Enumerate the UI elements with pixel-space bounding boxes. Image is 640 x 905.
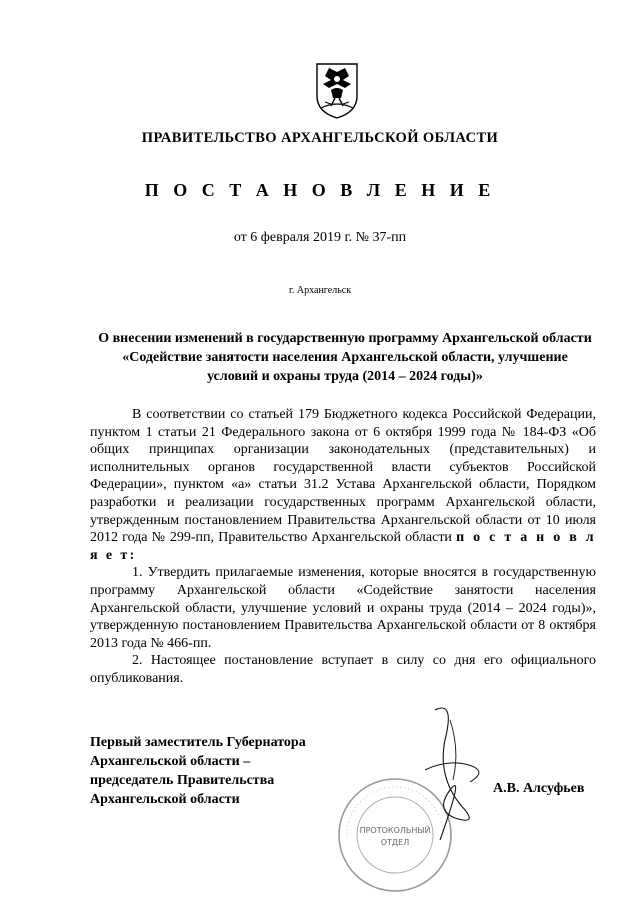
item-1-paragraph: 1. Утвердить прилагаемые изменения, которые вносятся в государственную программу Архангельской области «Содействие занятости населения Архангельской области, улучшение условий и охраны труда (2014 – 2024 годы)», утвержденную постановлением Правительства Архангельской области от 8 октября 2013 года № 466-пп. bbox=[90, 565, 596, 651]
signer-position-line: Архангельской области bbox=[90, 792, 240, 807]
stamp-center-text-1: ПРОТОКОЛЬНЫЙ bbox=[359, 826, 431, 835]
handwritten-signature bbox=[395, 700, 505, 850]
signer-position-line: Первый заместитель Губернатора bbox=[90, 735, 306, 750]
signer-position-line: председатель Правительства bbox=[90, 773, 275, 788]
document-subject: О внесении изменений в государственную программу Архангельской области «Содействие занятости населения Архангельской области, улучшение условий и охраны труда (2014 – 2024 годы)» bbox=[98, 331, 592, 384]
document-date-number: от 6 февраля 2019 г. № 37-пп bbox=[233, 230, 407, 245]
document-city: г. Архангельск bbox=[288, 285, 352, 296]
preamble-paragraph bbox=[90, 406, 596, 564]
coat-of-arms-emblem bbox=[315, 62, 359, 120]
preamble-text: В соответствии со статьей 179 Бюджетного кодекса Российской Федерации, пунктом 1 статьи 21 Федерального закона от 6 октября 1999 года № 184-ФЗ «Об общих принципах организации законодательных (представительных) и исполнительных органов государственной власти субъектов Российской Федерации», пунктом «а» статьи 31.2 Устава Архангельской области, Порядком разработки и реализации государственных программ Архангельской области, утвержденным постановлением Правительства Архангельской области от 10 июля 2012 года № 299-пп, Правительство Архангельской области bbox=[90, 407, 596, 546]
item-2-paragraph: 2. Настоящее постановление вступает в силу со дня его официального опубликования. bbox=[90, 653, 596, 686]
signer-name: А.В. Алсуфьев bbox=[493, 781, 585, 796]
signer-position bbox=[90, 733, 306, 809]
decree-word: п о с т а н о в л я е т: bbox=[90, 530, 596, 563]
document-type-heading: П О С Т А Н О В Л Е Н И Е bbox=[144, 180, 496, 200]
government-title: ПРАВИТЕЛЬСТВО АРХАНГЕЛЬСКОЙ ОБЛАСТИ bbox=[141, 130, 499, 146]
stamp-center-text-2: ОТДЕЛ bbox=[380, 838, 410, 847]
document-body bbox=[90, 406, 596, 688]
signer-position-line: Архангельской области – bbox=[90, 754, 251, 769]
svg-text:· · · · · · · · · · · · · · ·: · · · · · · · · · · · · · · · · · · · · · · · · · · · · · · · · · · · · · bbox=[343, 783, 446, 836]
